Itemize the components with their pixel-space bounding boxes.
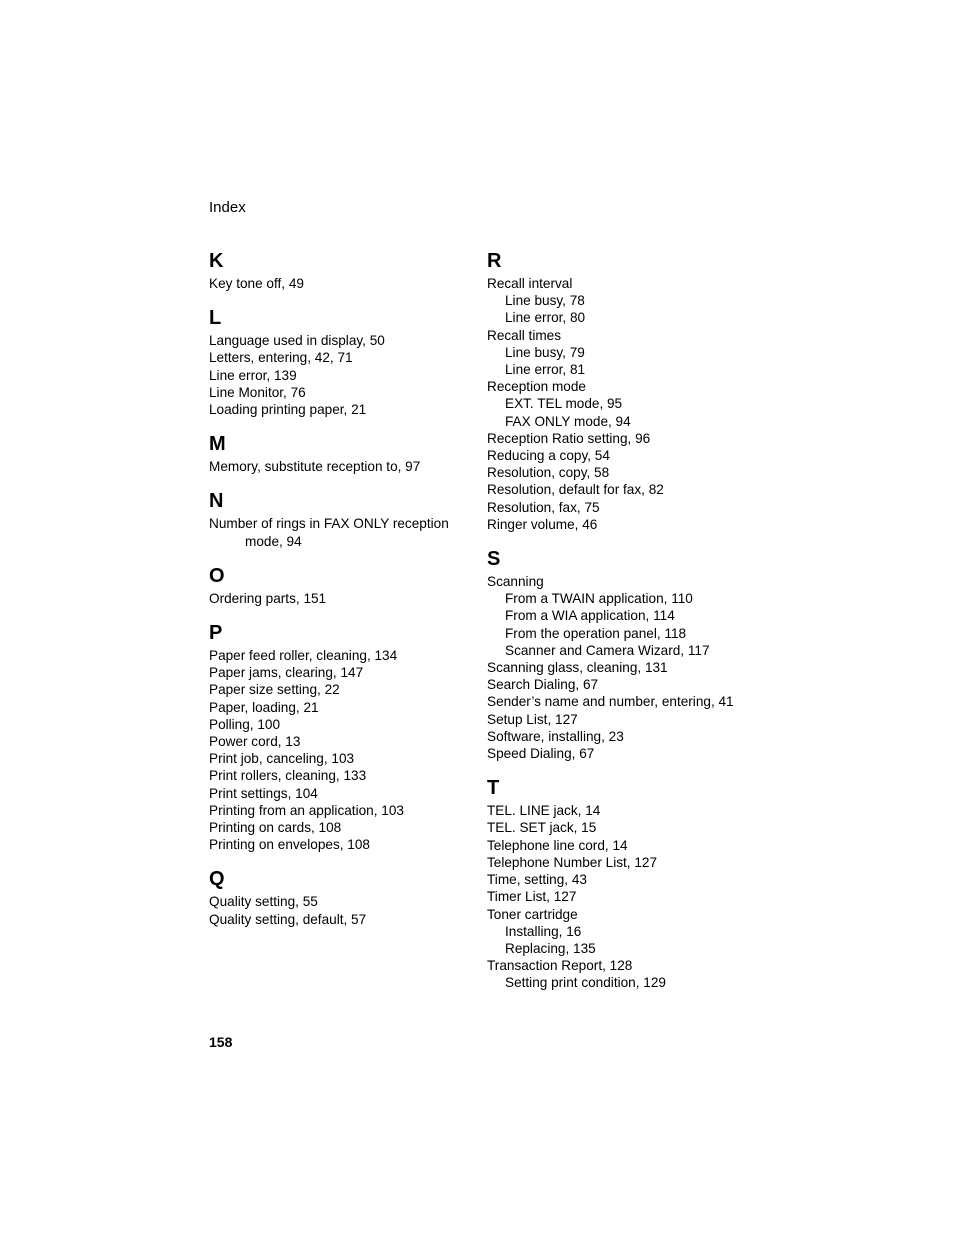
index-entry: Paper feed roller, cleaning, 134	[209, 648, 398, 664]
index-subentry: Line busy, 78	[505, 293, 585, 309]
section-letter: N	[209, 490, 224, 513]
index-entry: Line Monitor, 76	[209, 384, 306, 400]
index-entry: Paper, loading, 21	[209, 699, 319, 715]
entry-list	[209, 515, 474, 549]
index-entry: Speed Dialing, 67	[487, 746, 595, 762]
index-entry: Timer List, 127	[487, 889, 577, 905]
index-entry: Print job, canceling, 103	[209, 751, 355, 767]
index-subentry: Setting print condition, 129	[505, 975, 666, 991]
index-entry: Resolution, fax, 75	[487, 499, 600, 515]
index-entry: Ordering parts, 151	[209, 590, 327, 606]
index-entry: Transaction Report, 128	[487, 958, 633, 974]
index-subentry: Line error, 81	[505, 362, 586, 378]
entry-list	[487, 275, 777, 533]
index-section-r	[487, 250, 777, 533]
index-entry: Telephone Number List, 127	[487, 854, 658, 870]
entry-list	[487, 573, 777, 762]
index-section-q	[209, 868, 474, 927]
index-entry: Ringer volume, 46	[487, 516, 598, 532]
index-entry: Printing from an application, 103	[209, 802, 404, 818]
index-entry: Time, setting, 43	[487, 872, 587, 888]
index-entry: Software, installing, 23	[487, 728, 624, 744]
index-entry: Recall times	[487, 327, 562, 343]
index-column-left	[209, 250, 474, 943]
index-entry: Resolution, copy, 58	[487, 465, 610, 481]
index-entry: Toner cartridge	[487, 906, 578, 922]
index-subentry: From a TWAIN application, 110	[505, 591, 693, 607]
index-entry: Reception Ratio setting, 96	[487, 430, 651, 446]
entry-list	[209, 647, 474, 853]
index-entry: Loading printing paper, 21	[209, 402, 367, 418]
index-section-t	[487, 777, 777, 991]
index-entry: Print rollers, cleaning, 133	[209, 768, 367, 784]
index-entry: Paper jams, clearing, 147	[209, 665, 364, 681]
index-entry: Key tone off, 49	[209, 276, 304, 291]
index-entry: Recall interval	[487, 276, 573, 291]
index-subentry: From a WIA application, 114	[505, 608, 675, 624]
section-letter: M	[209, 433, 226, 456]
index-entry: Line error, 139	[209, 367, 297, 383]
index-section-p	[209, 622, 474, 853]
section-letter: R	[487, 250, 502, 272]
index-subentry: Scanner and Camera Wizard, 117	[505, 642, 710, 658]
index-section-m	[209, 433, 474, 475]
index-entry: Sender’s name and number, entering, 41	[487, 694, 734, 710]
section-letter: L	[209, 307, 222, 330]
index-entry: Polling, 100	[209, 716, 281, 732]
index-entry: Reception mode	[487, 379, 586, 395]
index-section-n	[209, 490, 474, 549]
index-entry: Scanning	[487, 574, 544, 590]
index-entry: Search Dialing, 67	[487, 677, 599, 693]
index-subentry: From the operation panel, 118	[505, 625, 687, 641]
index-entry: Printing on cards, 108	[209, 820, 342, 836]
entry-list	[209, 275, 474, 292]
section-letter: O	[209, 564, 225, 587]
index-entry: Language used in display, 50	[209, 333, 385, 349]
index-entry: Reducing a copy, 54	[487, 448, 610, 464]
index-entry: Telephone line cord, 14	[487, 837, 628, 853]
index-entry: Scanning glass, cleaning, 131	[487, 660, 668, 676]
index-section-o	[209, 565, 474, 607]
index-subentry: Replacing, 135	[505, 940, 596, 956]
index-section-l	[209, 307, 474, 418]
index-section-k	[209, 250, 474, 292]
section-letter: Q	[209, 868, 225, 891]
index-entry: Printing on envelopes, 108	[209, 837, 370, 853]
entry-list	[209, 893, 474, 927]
index-entry: Letters, entering, 42, 71	[209, 350, 353, 366]
index-entry: Quality setting, 55	[209, 894, 318, 910]
index-subentry: Installing, 16	[505, 923, 582, 939]
page-number: 158	[209, 1034, 233, 1050]
index-entry: Number of rings in FAX ONLY reception mode, 94	[209, 516, 449, 549]
index-entry: Setup List, 127	[487, 711, 578, 727]
index-section-s	[487, 548, 777, 762]
section-letter: K	[209, 250, 224, 272]
index-entry: TEL. SET jack, 15	[487, 820, 597, 836]
section-letter: P	[209, 622, 223, 645]
section-letter: T	[487, 777, 500, 800]
entry-list	[209, 332, 474, 418]
index-subentry: FAX ONLY mode, 94	[505, 413, 631, 429]
index-subentry: Line error, 80	[505, 310, 586, 326]
index-subentry: Line busy, 79	[505, 344, 585, 360]
entry-list	[209, 590, 474, 607]
index-entry: Memory, substitute reception to, 97	[209, 459, 421, 475]
index-subentry: EXT. TEL mode, 95	[505, 396, 623, 412]
index-entry: TEL. LINE jack, 14	[487, 803, 601, 819]
entry-list	[487, 802, 777, 991]
index-entry: Quality setting, default, 57	[209, 911, 367, 927]
index-entry: Power cord, 13	[209, 734, 301, 750]
section-letter: S	[487, 548, 501, 571]
entry-list	[209, 458, 474, 475]
running-head: Index	[209, 199, 246, 216]
index-entry: Resolution, default for fax, 82	[487, 482, 664, 498]
index-entry: Paper size setting, 22	[209, 682, 340, 698]
index-entry: Print settings, 104	[209, 785, 318, 801]
index-column-right	[487, 250, 777, 1007]
